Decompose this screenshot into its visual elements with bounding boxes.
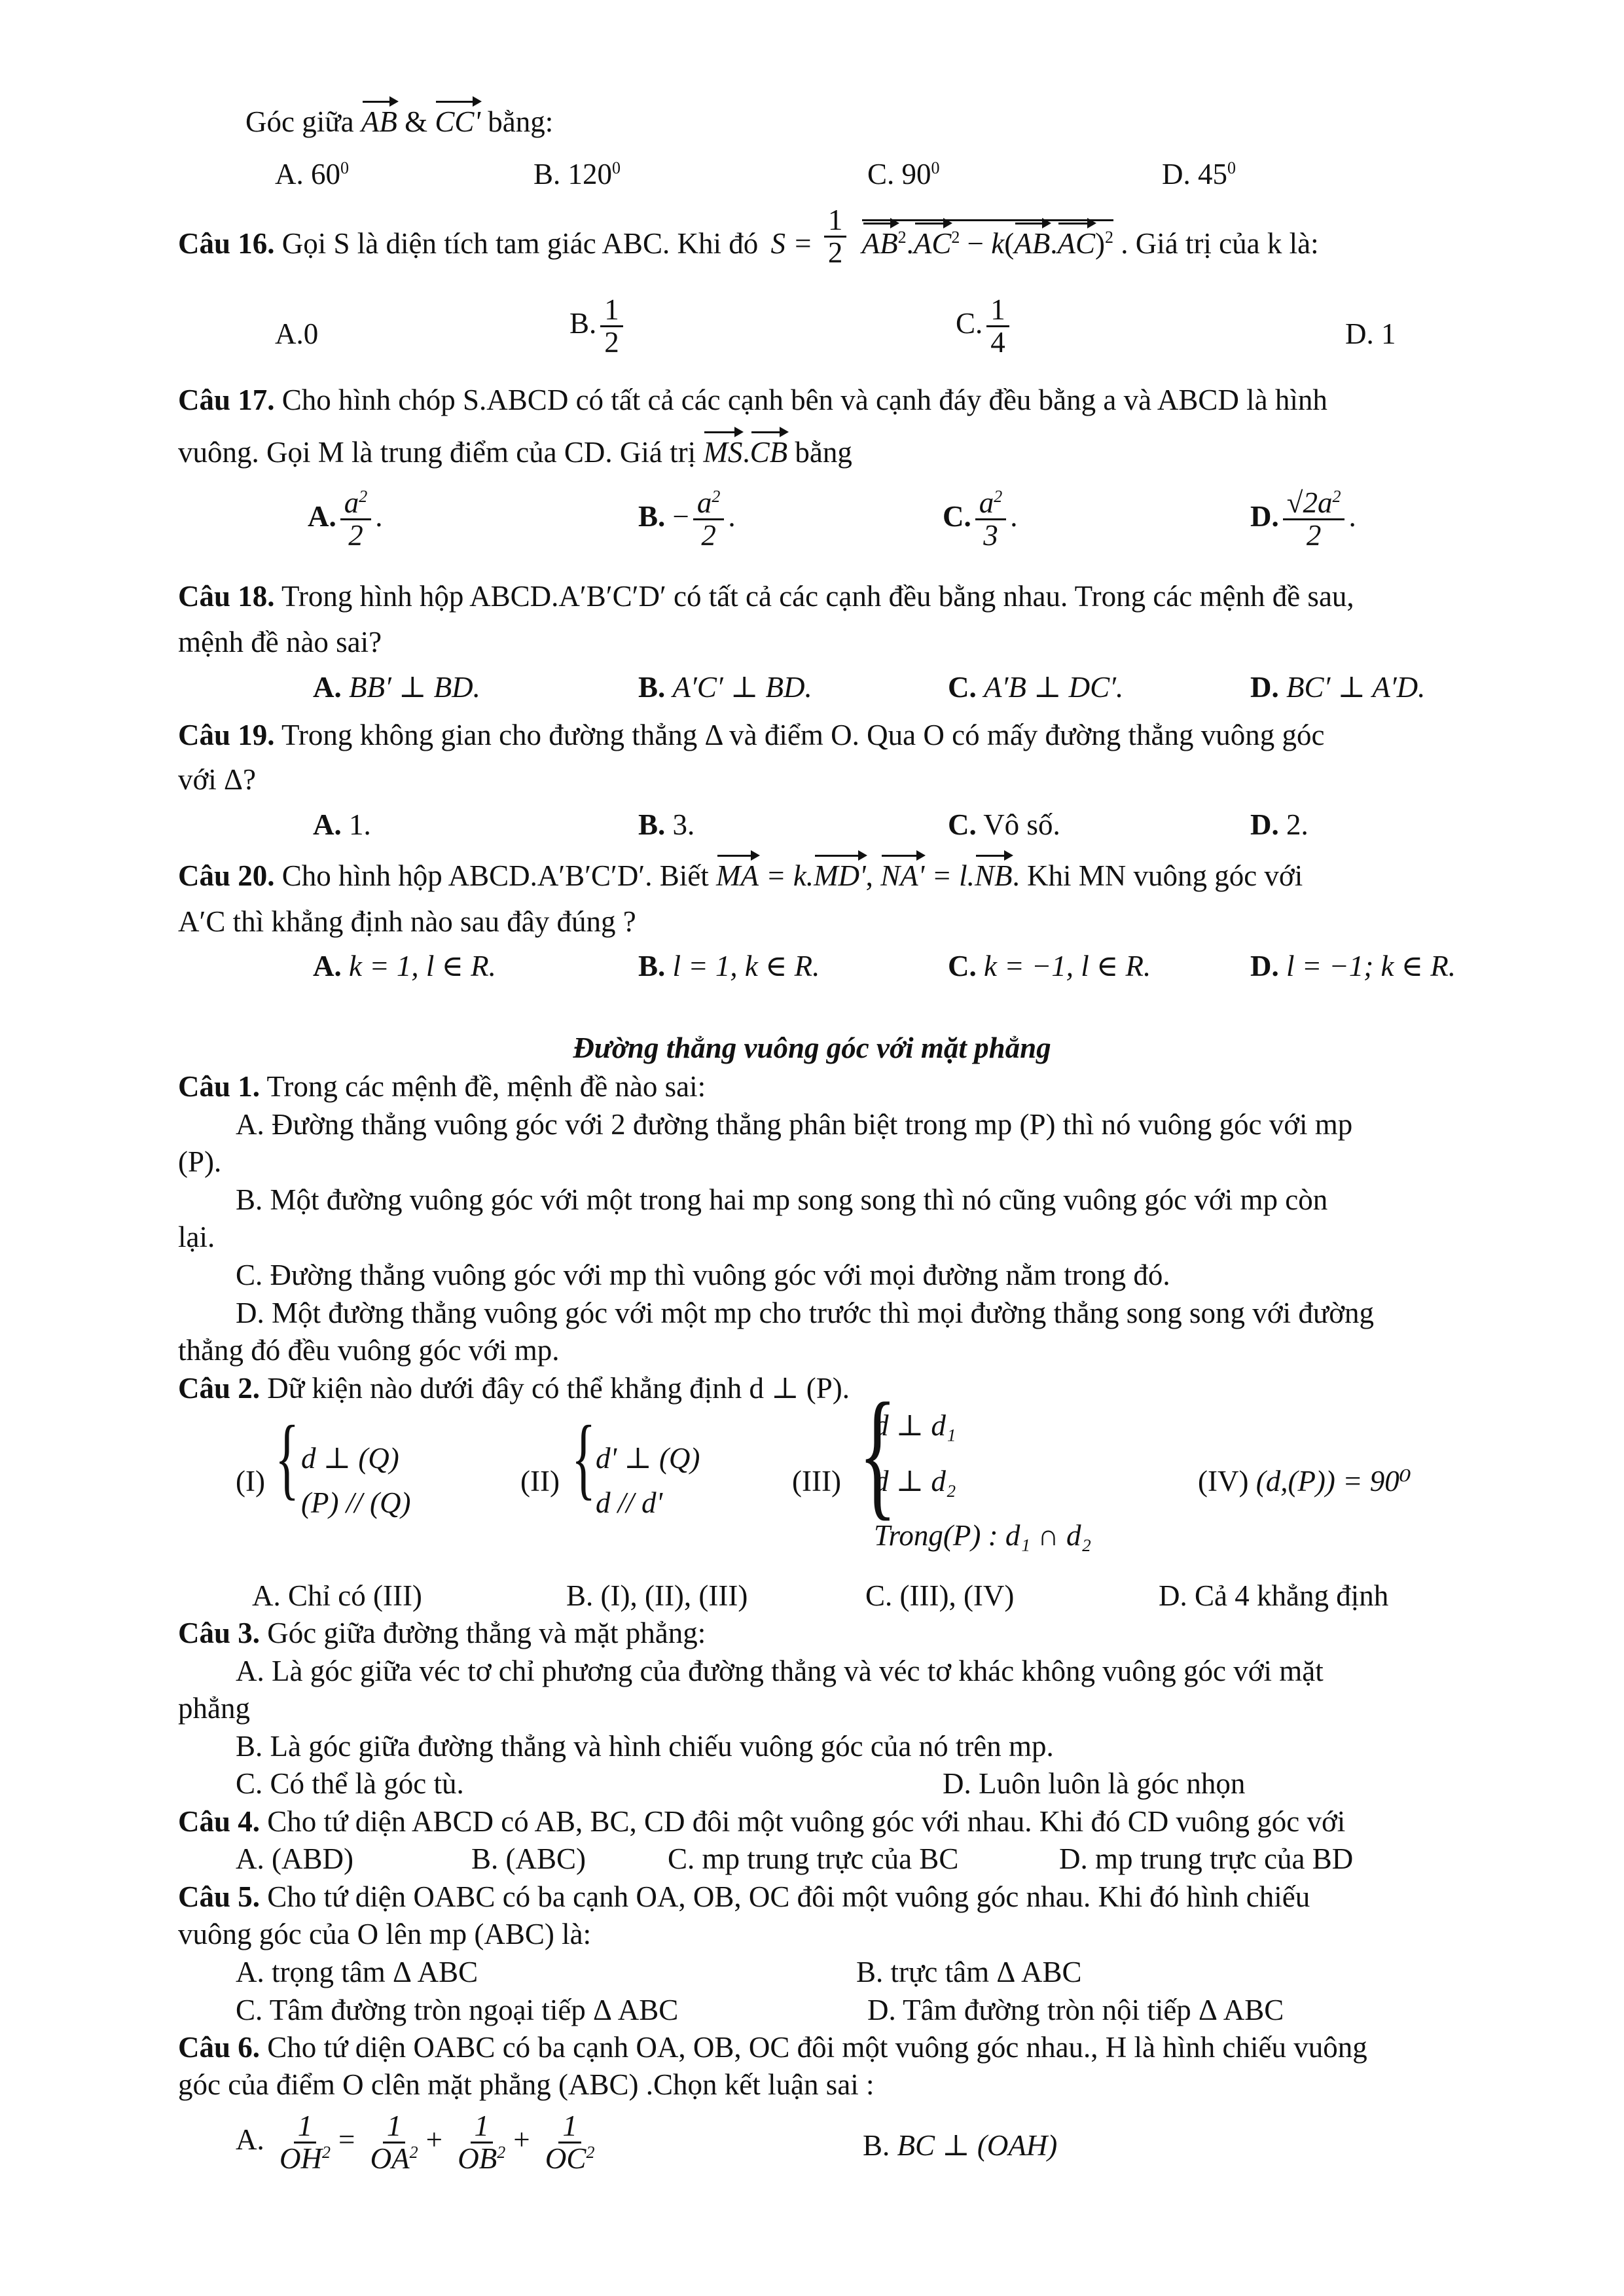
q17-label: Câu 17. (178, 384, 275, 416)
q19-line1 (178, 717, 1324, 753)
q19-option-a: A. 1. (313, 808, 371, 841)
s5-text2: vuông góc của O lên mp (ABC) là: (178, 1918, 592, 1950)
s4-label: Câu 4. (178, 1805, 261, 1838)
q18-text2: mệnh đề nào sai? (178, 626, 382, 658)
s1-text: Trong các mệnh đề, mệnh đề nào sai: (266, 1070, 706, 1103)
s1-option-a: A. Đường thẳng vuông góc với 2 đường thẳng phân biệt trong mp (P) thì nó vuông góc với mp (236, 1108, 1353, 1141)
s3-option-d: D. Luôn luôn là góc nhọn (943, 1767, 1246, 1800)
intro-option-d: D. $45^0$ (1162, 158, 1236, 190)
q19-text2: với Δ? (178, 763, 256, 796)
s2-case-iii-row1: d ⊥ d₁ (874, 1409, 956, 1442)
s6-label: Câu 6. (178, 2031, 261, 2064)
q20-text: Cho hình hộp ABCD.A′B′C′D′. Biết (281, 859, 709, 892)
q17-line1 (178, 382, 1327, 418)
s2-case-iii-brace: { (858, 1373, 897, 1533)
q20-option-a: A. k = 1, l ∈ R. (313, 950, 496, 982)
s2-option-d: D. Cả 4 khẳng định (1159, 1579, 1389, 1612)
q18-option-c: C. A′B ⊥ DC′. (948, 671, 1124, 704)
s3-option-a: A. Là góc giữa véc tơ chỉ phương của đường thẳng và véc tơ khác không vuông góc với mặt (236, 1655, 1324, 1687)
s2-case-ii-row1: d' ⊥ (Q) (596, 1442, 700, 1475)
s2-case-iii-label: (III) (792, 1465, 841, 1498)
vector-AB: AB (361, 103, 397, 140)
s6-option-b: B. BC ⊥ (OAH) (863, 2129, 1058, 2162)
q20-option-b: B. l = 1, k ∈ R. (638, 950, 820, 982)
s5-label: Câu 5. (178, 1880, 261, 1913)
q17-text2: vuông. Gọi M là trung điểm của CD. Giá trị (178, 436, 696, 469)
s2-case-ii-row2: d // d' (596, 1486, 663, 1519)
s2-case-iii-row3: Trong(P) : d₁ ∩ d₂ (874, 1519, 1092, 1552)
s3-option-c: C. Có thể là góc tù. (236, 1767, 464, 1800)
q18-label: Câu 18. (178, 580, 275, 613)
s2-option-b: B. (I), (II), (III) (566, 1579, 748, 1612)
q20-text-end: . Khi MN vuông góc với (1012, 859, 1303, 892)
s5-option-b: B. trực tâm Δ ABC (856, 1956, 1082, 1988)
s5-option-c: C. Tâm đường tròn ngoại tiếp Δ ABC (236, 1994, 679, 2026)
q16-text: Gọi S là diện tích tam giác ABC. Khi đó (281, 227, 759, 260)
intro-end: bằng: (488, 105, 554, 138)
s2-case-i-label: (I) (236, 1465, 265, 1498)
s6-text: Cho tứ diện OABC có ba cạnh OA, OB, OC đôi một vuông góc nhau., H là hình chiếu vuông (267, 2031, 1367, 2064)
s4-text: Cho tứ diện ABCD có AB, BC, CD đôi một vuông góc với nhau. Khi đó CD vuông góc với (267, 1805, 1346, 1838)
q17-text2-end: bằng (795, 436, 852, 469)
q16-label: Câu 16. (178, 227, 275, 260)
q18-line1 (178, 578, 1354, 615)
intro-amp: & (405, 105, 428, 138)
s1-option-b-cont: lại. (178, 1221, 215, 1253)
s4-option-a: A. (ABD) (236, 1842, 353, 1875)
s4-option-b: B. (ABC) (471, 1842, 586, 1875)
s2-case-i-brace: { (275, 1407, 300, 1509)
q16-sqrt: $AB^2.AC^2 - k(AB.AC)^2$ (862, 219, 1113, 262)
q20-label: Câu 20. (178, 859, 275, 892)
s3-line (178, 1615, 706, 1651)
q18-option-a: A. BB′ ⊥ BD. (313, 671, 480, 704)
s2-case-iv: (IV) (d,(P)) = 90⁰ (1198, 1465, 1411, 1498)
s4-line (178, 1803, 1345, 1840)
q16-option-a: A.0 (275, 317, 319, 350)
q19-option-d: D. 2. (1250, 808, 1308, 841)
q17-line2: vuông. Gọi M là trung điểm của CD. Giá trị MS.CB bằng (178, 434, 852, 471)
intro-option-b: B. $120^0$ (533, 158, 621, 190)
q20-option-c: C. k = −1, l ∈ R. (948, 950, 1151, 982)
s2-case-i-row2: (P) // (Q) (301, 1486, 411, 1519)
s1-option-d-cont: thẳng đó đều vuông góc với mp. (178, 1334, 560, 1367)
q19-option-b: B. 3. (638, 808, 695, 841)
s5-option-a: A. trọng tâm Δ ABC (236, 1956, 478, 1988)
s5-option-d: D. Tâm đường tròn nội tiếp Δ ABC (867, 1994, 1284, 2026)
s2-label: Câu 2. (178, 1372, 261, 1405)
intro-option-a: A. $60^0$ (275, 158, 349, 190)
section-title: Đường thẳng vuông góc với mặt phẳng (573, 1031, 1051, 1064)
s1-option-c: C. Đường thẳng vuông góc với mp thì vuông góc với mọi đường nằm trong đó. (236, 1259, 1170, 1291)
s5-text: Cho tứ diện OABC có ba cạnh OA, OB, OC đôi một vuông góc nhau. Khi đó hình chiếu (267, 1880, 1310, 1913)
q16-option-c: C. $\frac{1}{4}$ (956, 295, 1013, 359)
s3-option-a-cont: phẳng (178, 1692, 250, 1725)
q16-option-d: D. 1 (1345, 317, 1396, 350)
q18-text: Trong hình hộp ABCD.A′B′C′D′ có tất cả các cạnh đều bằng nhau. Trong các mệnh đề sau, (281, 580, 1354, 613)
q16-tail: . Giá trị của k là: (1121, 227, 1319, 260)
q17-option-d: D. $\frac{√2a^2}{2}$ . (1250, 486, 1356, 552)
q16-line: Câu 16. Gọi S là diện tích tam giác ABC. Khi đó S = $\frac{1}{2}$ $AB^2.AC^2 - k(AB.AC)^2$ . Giá trị của k là: (178, 203, 1319, 270)
s2-case-i-row1: d ⊥ (Q) (301, 1442, 399, 1475)
q17-option-c: C. $\frac{a^2}{3}$ . (943, 486, 1018, 552)
s1-option-a-cont: (P). (178, 1145, 222, 1178)
s2-option-c: C. (III), (IV) (865, 1579, 1015, 1612)
s2-case-iii-row2: d ⊥ d₂ (874, 1465, 956, 1498)
intro-text: Góc giữa (245, 105, 354, 138)
s3-option-b: B. Là góc giữa đường thẳng và hình chiếu vuông góc của nó trên mp. (236, 1730, 1054, 1763)
s1-label: Câu 1. (178, 1070, 261, 1103)
q16-option-b: B. $\frac{1}{2}$ (569, 295, 627, 359)
q17-option-b: B. − $\frac{a^2}{2}$ . (638, 486, 736, 552)
q18-option-d: D. BC′ ⊥ A′D. (1250, 671, 1426, 704)
s2-option-a: A. Chỉ có (III) (252, 1579, 422, 1612)
q19-text: Trong không gian cho đường thẳng Δ và điểm O. Qua O có mấy đường thẳng vuông góc (281, 719, 1325, 751)
q18-option-b: B. A′C′ ⊥ BD. (638, 671, 812, 704)
q19-option-c: C. Vô số. (948, 808, 1060, 841)
s2-line (178, 1370, 850, 1407)
s2-case-ii-brace: { (571, 1407, 596, 1509)
s4-option-c: C. mp trung trực của BC (668, 1842, 959, 1875)
q20-option-d: D. l = −1; k ∈ R. (1250, 950, 1456, 982)
s2-text: Dữ kiện nào dưới đây có thể khẳng định d ⊥ (P). (267, 1372, 850, 1405)
intro-option-c: C. $90^0$ (867, 158, 940, 190)
s6-text2: góc của điểm O clên mặt phẳng (ABC) .Chọn kết luận sai : (178, 2068, 875, 2101)
s3-label: Câu 3. (178, 1617, 261, 1649)
s3-text: Góc giữa đường thẳng và mặt phẳng: (267, 1617, 706, 1649)
q17-text: Cho hình chóp S.ABCD có tất cả các cạnh bên và cạnh đáy đều bằng a và ABCD là hình (281, 384, 1327, 416)
s6-line (178, 2029, 1367, 2066)
s5-line (178, 1878, 1310, 1915)
intro-line (245, 103, 553, 140)
s1-line (178, 1068, 706, 1105)
q17-option-a: A. $\frac{a^2}{2}$ . (308, 486, 383, 552)
vector-CC: CC' (435, 103, 480, 140)
s1-option-b: B. Một đường vuông góc với một trong hai mp song song thì nó cũng vuông góc với mp còn (236, 1183, 1328, 1216)
s2-case-ii-label: (II) (520, 1465, 560, 1498)
s6-option-a: A. $\frac{1}{OH^2}$ = $\frac{1}{OA^2}$ + $\frac{1}{OB^2}$ + $\frac{1}{OC^2}$ (236, 2109, 595, 2176)
q20-text2: A′C thì khẳng định nào sau đây đúng ? (178, 905, 636, 938)
q19-label: Câu 19. (178, 719, 275, 751)
s1-option-d: D. Một đường thẳng vuông góc với một mp cho trước thì mọi đường thẳng song song với đường (236, 1297, 1375, 1329)
s4-option-d: D. mp trung trực của BD (1059, 1842, 1354, 1875)
q20-line1: Câu 20. Cho hình hộp ABCD.A′B′C′D′. Biết MA = k.MD', NA' = l.NB. Khi MN vuông góc với (178, 857, 1303, 894)
